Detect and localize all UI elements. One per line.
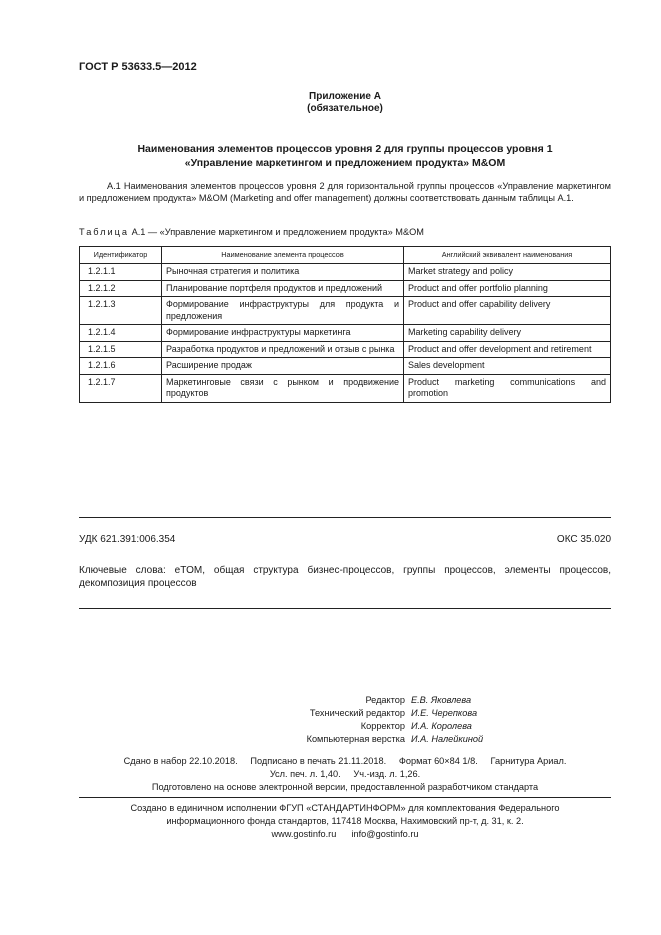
- cell-id: 1.2.1.7: [80, 374, 162, 402]
- section-heading: [79, 142, 611, 170]
- divider-keywords: [79, 608, 611, 609]
- cell-id: 1.2.1.6: [80, 358, 162, 375]
- credit-role: Компьютерная верстка: [306, 734, 405, 744]
- table-header-row: [80, 247, 611, 264]
- publisher-line-1: Создано в единичном исполнении ФГУП «СТАНДАРТИНФОРМ» для комплектования Федерального: [130, 803, 560, 813]
- table-row: [80, 341, 611, 358]
- credits-roles: [150, 694, 405, 746]
- credit-role: Редактор: [365, 695, 405, 705]
- credit-name: И.Е. Черепкова: [411, 708, 478, 718]
- table-row: [80, 297, 611, 325]
- column-header-id: Идентификатор: [80, 247, 162, 264]
- table-caption: [79, 227, 424, 237]
- cell-name: Формирование инфраструктуры маркетинга: [162, 325, 404, 342]
- divider-top: [79, 517, 611, 518]
- cell-name: Планирование портфеля продуктов и предложений: [162, 280, 404, 297]
- credit-name: И.А. Налейкиной: [411, 734, 484, 744]
- cell-id: 1.2.1.3: [80, 297, 162, 325]
- cell-english: Product and offer portfolio planning: [404, 280, 611, 297]
- column-header-english: Английский эквивалент наименования: [404, 247, 611, 264]
- divider-publisher: [79, 797, 611, 798]
- udk-code: УДК 621.391:006.354: [79, 534, 176, 545]
- table-row: [80, 358, 611, 375]
- cell-english: Marketing capability delivery: [404, 325, 611, 342]
- cell-english: Market strategy and policy: [404, 264, 611, 281]
- credit-name: И.А. Королева: [411, 721, 472, 731]
- website-link[interactable]: www.gostinfo.ru: [271, 829, 337, 839]
- print-info-line-1: Сдано в набор 22.10.2018. Подписано в печать 21.11.2018. Формат 60×84 1/8. Гарнитура Ариал.: [123, 756, 567, 766]
- print-info-line-3: Подготовлено на основе электронной версии, предоставленной разработчиком стандарта: [151, 782, 539, 792]
- table-row: [80, 374, 611, 402]
- keywords: Ключевые слова: eTOM, общая структура бизнес-процессов, группы процессов, элементы процессов, декомпозиция процессов: [79, 565, 611, 589]
- table-row: [80, 264, 611, 281]
- heading-line-1: Наименования элементов процессов уровня 2 для группы процессов уровня 1: [137, 143, 553, 155]
- cell-english: Product and offer capability delivery: [404, 297, 611, 325]
- table-row: [80, 280, 611, 297]
- credit-name: Е.В. Яковлева: [411, 695, 472, 705]
- credit-role: Технический редактор: [309, 708, 405, 718]
- cell-english: Product and offer development and retirement: [404, 341, 611, 358]
- table-caption-text: А.1 — «Управление маркетингом и предложением продукта» M&OM: [131, 227, 424, 237]
- cell-id: 1.2.1.4: [80, 325, 162, 342]
- cell-english: Product marketing communications and promotion: [404, 374, 611, 402]
- heading-line-2: «Управление маркетингом и предложением продукта» M&OM: [184, 157, 506, 169]
- column-header-name: Наименование элемента процессов: [162, 247, 404, 264]
- cell-name: Формирование инфраструктуры для продукта и предложения: [162, 297, 404, 325]
- table-row: [80, 325, 611, 342]
- credits-names: [411, 694, 483, 746]
- table-caption-prefix: Таблица: [79, 227, 130, 237]
- email-link[interactable]: info@gostinfo.ru: [351, 829, 419, 839]
- oks-code: ОКС 35.020: [556, 534, 611, 545]
- appendix-title: Приложение А: [309, 91, 381, 102]
- credit-role: Корректор: [360, 721, 405, 731]
- cell-id: 1.2.1.1: [80, 264, 162, 281]
- cell-name: Разработка продуктов и предложений и отзыв с рынка: [162, 341, 404, 358]
- publisher-contacts: [79, 828, 611, 841]
- intro-paragraph: А.1 Наименования элементов процессов уровня 2 для горизонтальной группы процессов «Управление маркетингом и предложением продукта» M&OM (Marketing and offer management) должны соответствовать данным таблицы А.1.: [79, 181, 611, 203]
- cell-id: 1.2.1.2: [80, 280, 162, 297]
- standard-code: ГОСТ Р 53633.5—2012: [79, 61, 197, 73]
- cell-name: Расширение продаж: [162, 358, 404, 375]
- cell-id: 1.2.1.5: [80, 341, 162, 358]
- cell-name: Маркетинговые связи с рынком и продвижение продуктов: [162, 374, 404, 402]
- cell-name: Рыночная стратегия и политика: [162, 264, 404, 281]
- appendix-status: (обязательное): [307, 103, 383, 114]
- process-elements-table: [79, 246, 611, 403]
- publisher-line-2: информационного фонда стандартов, 117418 Москва, Нахимовский пр-т, д. 31, к. 2.: [166, 816, 524, 826]
- print-info-line-2: Усл. печ. л. 1,40. Уч.-изд. л. 1,26.: [269, 769, 421, 779]
- cell-english: Sales development: [404, 358, 611, 375]
